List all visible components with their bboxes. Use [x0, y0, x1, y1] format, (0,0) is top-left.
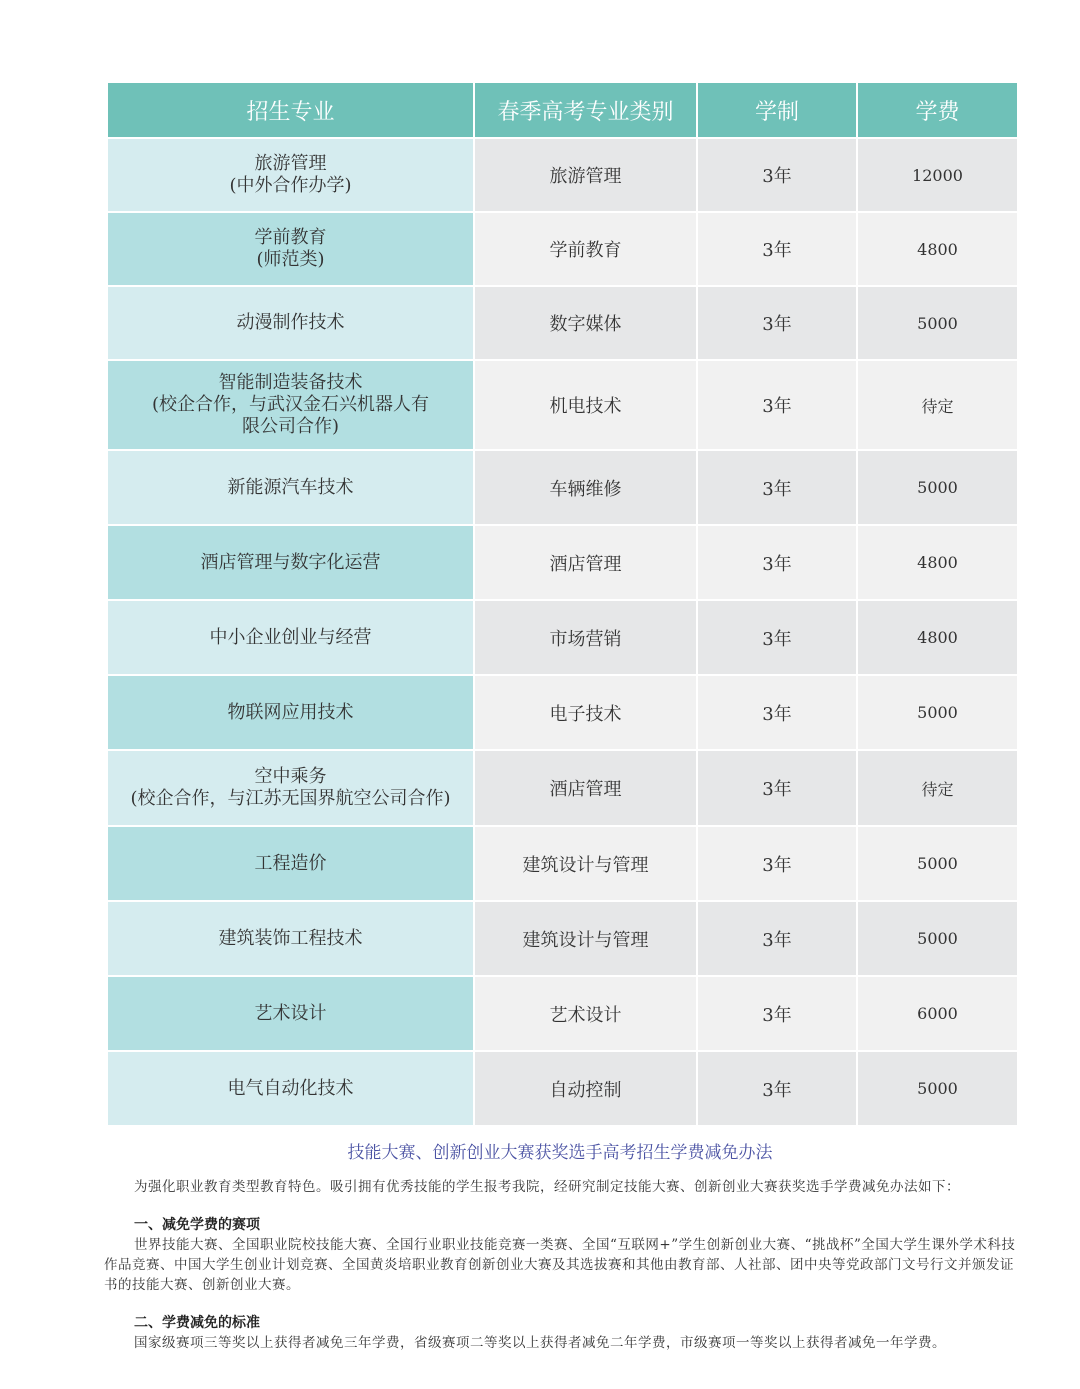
- table-row: [107, 450, 1018, 525]
- major-cell: [107, 600, 474, 675]
- major-cell: [107, 750, 474, 826]
- major-cell: [107, 976, 474, 1051]
- table-header-row: [107, 82, 1018, 138]
- fee-cell: 5000: [857, 826, 1018, 901]
- table-row: [107, 286, 1018, 360]
- section2-text: 国家级赛项三等奖以上获得者减免三年学费，省级赛项二等奖以上获得者减免二年学费，市级赛项一等奖以上获得者减免一年学费。: [134, 1335, 946, 1351]
- years-cell: 3年: [697, 360, 857, 450]
- table-row: [107, 600, 1018, 675]
- fee-cell: 6000: [857, 976, 1018, 1051]
- section1-heading: 一、减免学费的赛项: [134, 1217, 260, 1233]
- section1-text: 世界技能大赛、全国职业院校技能大赛、全国行业职业技能竞赛一类赛、全国“互联网+”学生创新创业大赛、“挑战杯”全国大学生课外学术科技作品竞赛、中国大学生创业计划竞赛、全国黄炎培职业教育创新创业大赛及其选拔赛和其他由教育部、人社部、团中央等党政部门文号行文并颁发证书的技能大赛、创新创业大赛。: [104, 1237, 1016, 1293]
- category-cell: 酒店管理: [474, 750, 697, 826]
- category-cell: 自动控制: [474, 1051, 697, 1126]
- fee-cell: 4800: [857, 525, 1018, 600]
- table-row: [107, 826, 1018, 901]
- major-name: 物联网应用技术: [227, 701, 354, 723]
- category-cell: 电子技术: [474, 675, 697, 750]
- major-name: 旅游管理: [254, 153, 327, 174]
- fee-cell: 4800: [857, 600, 1018, 675]
- header-fee: 学费: [857, 82, 1018, 138]
- table-row: [107, 1051, 1018, 1126]
- major-note: (校企合作，与武汉金石兴机器人有限公司合作): [151, 394, 430, 437]
- table-row: [107, 750, 1018, 826]
- category-cell: 学前教育: [474, 212, 697, 286]
- fee-cell: 12000: [857, 138, 1018, 212]
- major-cell: [107, 826, 474, 901]
- major-name: 空中乘务: [254, 766, 327, 787]
- years-cell: 3年: [697, 976, 857, 1051]
- fee-cell: 待定: [857, 750, 1018, 826]
- years-cell: 3年: [697, 212, 857, 286]
- major-name: 学前教育: [254, 227, 327, 248]
- fee-cell: 5000: [857, 1051, 1018, 1126]
- header-years: 学制: [697, 82, 857, 138]
- table-row: [107, 901, 1018, 976]
- major-name: 工程造价: [254, 852, 327, 874]
- major-cell: [107, 212, 474, 286]
- major-name: 动漫制作技术: [236, 312, 345, 333]
- major-cell: [107, 901, 474, 976]
- fee-cell: 5000: [857, 286, 1018, 360]
- category-cell: 艺术设计: [474, 976, 697, 1051]
- category-cell: 旅游管理: [474, 138, 697, 212]
- years-cell: 3年: [697, 675, 857, 750]
- major-name: 智能制造装备技术: [218, 372, 363, 393]
- major-note: (师范类): [256, 249, 325, 270]
- policy-title: 技能大赛、创新创业大赛获奖选手高考招生学费减免办法: [347, 1143, 773, 1163]
- major-name: 电气自动化技术: [227, 1077, 354, 1099]
- years-cell: 3年: [697, 600, 857, 675]
- years-cell: 3年: [697, 450, 857, 525]
- category-cell: 市场营销: [474, 600, 697, 675]
- major-cell: [107, 450, 474, 525]
- category-cell: 酒店管理: [474, 525, 697, 600]
- major-cell: [107, 525, 474, 600]
- category-cell: 建筑设计与管理: [474, 901, 697, 976]
- fee-cell: 4800: [857, 212, 1018, 286]
- table-row: [107, 675, 1018, 750]
- table-row: [107, 525, 1018, 600]
- years-cell: 3年: [697, 901, 857, 976]
- fee-cell: 5000: [857, 450, 1018, 525]
- major-cell: [107, 286, 474, 360]
- table-row: [107, 212, 1018, 286]
- table-row: [107, 976, 1018, 1051]
- major-name: 中小企业创业与经营: [209, 626, 372, 648]
- major-note: (校企合作，与江苏无国界航空公司合作): [130, 788, 451, 809]
- major-note: (中外合作办学): [229, 175, 352, 196]
- years-cell: 3年: [697, 286, 857, 360]
- major-cell: [107, 138, 474, 212]
- major-name: 建筑装饰工程技术: [218, 927, 363, 949]
- policy-intro: 为强化职业教育类型教育特色。吸引拥有优秀技能的学生报考我院，经研究制定技能大赛、创新创业大赛获奖选手学费减免办法如下：: [134, 1179, 960, 1195]
- category-cell: 数字媒体: [474, 286, 697, 360]
- years-cell: 3年: [697, 750, 857, 826]
- category-cell: 机电技术: [474, 360, 697, 450]
- years-cell: 3年: [697, 138, 857, 212]
- years-cell: 3年: [697, 525, 857, 600]
- section2-heading: 二、学费减免的标准: [134, 1315, 260, 1331]
- table-row: [107, 360, 1018, 450]
- tuition-table: [106, 81, 1019, 1127]
- major-cell: [107, 360, 474, 450]
- fee-cell: 待定: [857, 360, 1018, 450]
- years-cell: 3年: [697, 826, 857, 901]
- category-cell: 车辆维修: [474, 450, 697, 525]
- tuition-waiver-policy: [104, 1138, 1016, 1353]
- header-major: 招生专业: [107, 82, 474, 138]
- major-name: 新能源汽车技术: [227, 476, 354, 498]
- category-cell: 建筑设计与管理: [474, 826, 697, 901]
- major-cell: [107, 1051, 474, 1126]
- major-name: 酒店管理与数字化运营: [200, 551, 381, 573]
- major-cell: [107, 675, 474, 750]
- table-row: [107, 138, 1018, 212]
- fee-cell: 5000: [857, 675, 1018, 750]
- major-name: 艺术设计: [254, 1002, 327, 1024]
- fee-cell: 5000: [857, 901, 1018, 976]
- years-cell: 3年: [697, 1051, 857, 1126]
- header-category: 春季高考专业类别: [474, 82, 697, 138]
